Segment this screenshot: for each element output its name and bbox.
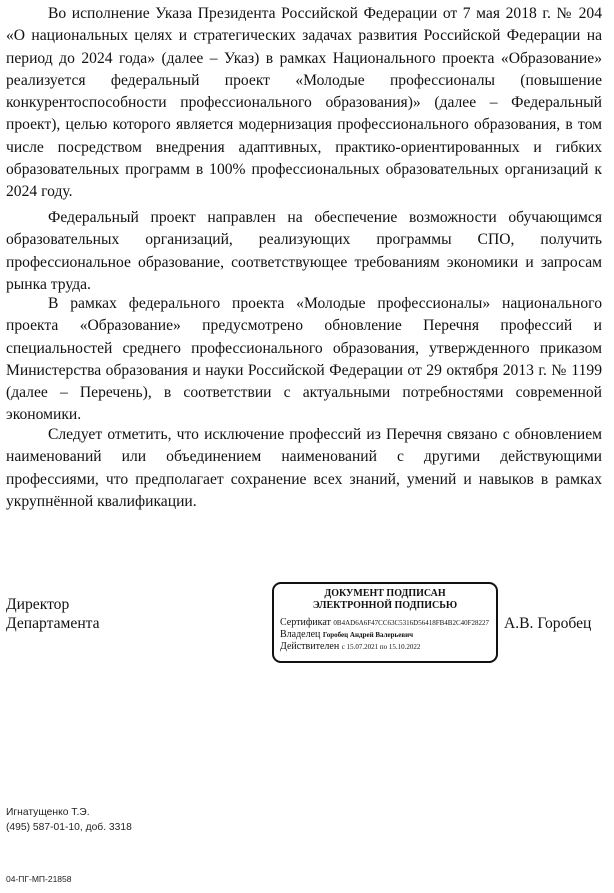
stamp-header (274, 588, 496, 611)
body-paragraph-3: В рамках федерального проекта «Молодые профессионалы» национального проекта «Образование» предусмотрено обновление Перечня профессий и специальностей среднего профессионального образования, утвержденного приказом Министерства образования и науки Российской Федерации от 29 октября 2013 г. № 1199 (далее – Перечень), в соответствии с актуальными потребностями современной экономики. (6, 295, 602, 424)
stamp-owner-label: Владелец (280, 629, 321, 641)
body-paragraph-2: Федеральный проект направлен на обеспечение возможности обучающимся образовательных организаций, реализующих программы СПО, получить профессиональное образование, соответствующее требованиям экономики и запросам рынка труда. (6, 209, 602, 293)
signatory-title-line-1: Директор (6, 596, 70, 613)
signatory-name: А.В. Горобец (504, 615, 592, 632)
stamp-owner-row (280, 629, 496, 641)
signatory-title (6, 595, 100, 633)
stamp-certificate-label: Сертификат (280, 617, 331, 628)
stamp-details (280, 617, 496, 654)
document-number: 04-ПГ-МП-21858 (6, 874, 72, 884)
stamp-validity-label: Действителен (280, 641, 340, 653)
stamp-certificate-row (280, 617, 496, 629)
electronic-signature-stamp (272, 582, 498, 663)
stamp-validity-value: с 15.07.2021 по 15.10.2022 (341, 643, 421, 652)
stamp-certificate-value: 0B4AD6A6F47CC63C5316D56418FB4B2C40F28227 (333, 619, 490, 627)
stamp-owner-value: Горобец Андрей Валерьевич (322, 631, 414, 640)
executor-phone: (495) 587-01-10, доб. 3318 (6, 822, 132, 833)
body-paragraph-1: Во исполнение Указа Президента Российской Федерации от 7 мая 2018 г. № 204 «О национальных целях и стратегических задачах развития Российской Федерации на период до 2024 года» (далее – Указ) в рамках Национального проекта «Образование» реализуется федеральный проект «Молодые профессионалы (повышение конкурентоспособности профессионального образования)» (далее – Федеральный проект), целью которого является модернизация профессионального образования, в том числе посредством внедрения адаптивных, практико-ориентированных и гибких образовательных программ в 100% профессиональных образовательных организаций к 2024 году. (6, 5, 602, 201)
signatory-title-line-2: Департамента (6, 615, 100, 632)
stamp-header-line-2: ЭЛЕКТРОННОЙ ПОДПИСЬЮ (312, 599, 458, 611)
body-paragraph-4: Следует отметить, что исключение профессий из Перечня связано с обновлением наименований или объединением наименований с другими действующими профессиями, что предполагает сохранение всех знаний, умений и навыков в рамках укрупнённой квалификации. (6, 426, 602, 510)
stamp-validity-row (280, 641, 496, 653)
executor-name: Игнатущенко Т.Э. (6, 807, 90, 818)
stamp-header-line-1: ДОКУМЕНТ ПОДПИСАН (324, 588, 446, 599)
